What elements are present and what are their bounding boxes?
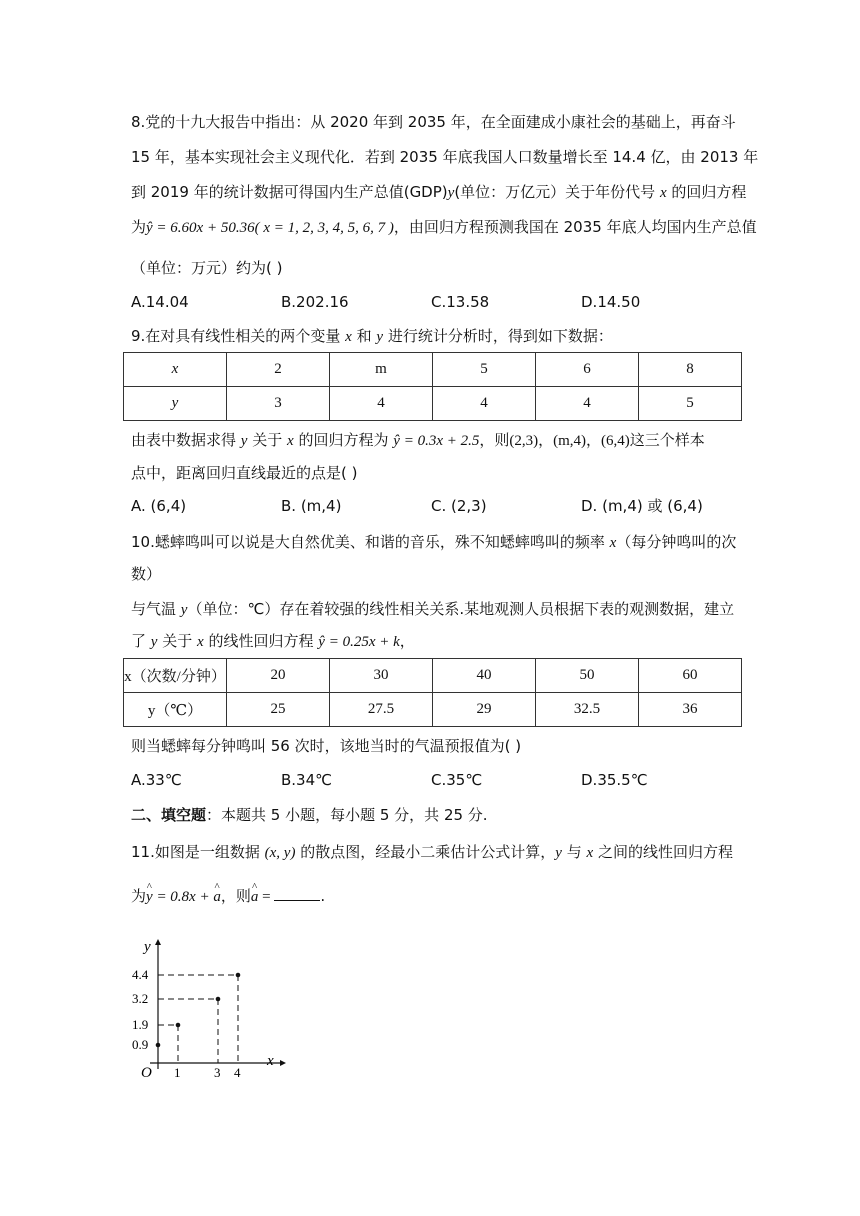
q9-cell: y (124, 387, 227, 421)
y-tick-label: 0.9 (132, 1037, 149, 1052)
q9-var-x: x (345, 329, 352, 345)
y-axis-arrow (155, 939, 161, 945)
q10-table-row-y (124, 693, 742, 727)
q9-var-y: y (376, 329, 384, 345)
q9-line-2-text-e: 这三个样本 (629, 431, 705, 449)
section-heading (131, 805, 488, 825)
q9-var-x-2: x (287, 433, 294, 449)
q8-line-3 (131, 182, 746, 203)
q8-line-4 (131, 217, 757, 238)
q8-regression-equation: ŷ = 6.60x + 50.36 (146, 220, 255, 236)
q9-line-2-text-a: 由表中数据求得 (131, 431, 237, 449)
q9-cell: 5 (433, 353, 536, 387)
q10-table-row-x (124, 659, 742, 693)
q10-line-5: 则当蟋蟀每分钟鸣叫 56 次时，该地当时的气温预报值为( ) (131, 737, 522, 755)
q9-sample-points: (2,3)，(m,4)，(6,4) (509, 433, 630, 449)
q9-option-d: D. (m,4) 或 (6,4) (581, 497, 703, 515)
q8-var-y: y (447, 185, 455, 201)
q9-intro-text-b: 和 (356, 327, 372, 345)
q9-cell: 3 (227, 387, 330, 421)
q9-cell: 2 (227, 353, 330, 387)
y-tick-label: 4.4 (132, 967, 149, 982)
q10-option-c: C.35℃ (431, 771, 483, 789)
q11-line-2-text-b: ，则 (220, 887, 251, 905)
q9-line-3: 点中，距离回归直线最近的点是( ) (131, 464, 358, 482)
q11-line-1-text-a: 11.如图是一组数据 (131, 843, 260, 861)
q9-line-2-text-b: 关于 (252, 431, 283, 449)
q11-equation-middle: = 0.8x + (152, 889, 214, 905)
q8-option-c: C.13.58 (431, 293, 490, 311)
data-point (156, 1043, 161, 1048)
q9-var-y-2: y (240, 433, 248, 449)
q8-line-1: 8.党的十九大报告中指出：从 2020 年到 2035 年，在全面建成小康社会的基础上，再奋斗 (131, 113, 736, 131)
scatter-plot (130, 935, 290, 1085)
q9-cell: 8 (639, 353, 742, 387)
q11-line-1-text-b: 的散点图，经最小二乘估计公式计算， (300, 843, 556, 861)
q9-intro (131, 326, 613, 347)
q9-option-a: A. (6,4) (131, 497, 187, 515)
q10-line-2: 数） (131, 565, 162, 583)
q9-intro-text-a: 9.在对具有线性相关的两个变量 (131, 327, 341, 345)
q9-line-2-text-c: 的回归方程为 (298, 431, 389, 449)
origin-label: O (141, 1065, 152, 1081)
answer-blank[interactable] (274, 886, 320, 901)
q10-cell: 32.5 (536, 693, 639, 727)
section-description: ：本题共 5 小题，每小题 5 分，共 25 分. (206, 806, 488, 824)
q9-cell: m (330, 353, 433, 387)
q11-a-hat-2: ^ a (251, 887, 259, 907)
q10-cell: y（℃） (124, 693, 227, 727)
y-tick-label: 1.9 (132, 1017, 149, 1032)
q10-line-4-text-d: ， (399, 632, 415, 650)
y-tick-label: 3.2 (132, 991, 149, 1006)
q10-cell: 29 (433, 693, 536, 727)
q9-cell: x (124, 353, 227, 387)
q8-x-condition: ( x = 1, 2, 3, 4, 5, 6, 7 ) (254, 220, 394, 236)
q10-regression-equation: ŷ = 0.25x + k (318, 634, 400, 650)
q10-line-4-text-b: 关于 (162, 632, 193, 650)
q9-table-row-x (124, 353, 742, 387)
y-axis-label: y (144, 939, 151, 955)
q11-data-pair: (x, y) (264, 845, 296, 861)
q9-line-2 (131, 430, 705, 451)
q11-var-x: x (586, 845, 594, 861)
q10-var-y-2: y (150, 634, 158, 650)
q10-cell: 60 (639, 659, 742, 693)
q10-line-1-text-a: 10.蟋蟀鸣叫可以说是大自然优美、和谐的音乐，殊不知蟋蟀鸣叫的频率 (131, 533, 605, 551)
q10-line-1 (131, 532, 736, 553)
q8-line-3-text-b: (单位：万亿元）关于年份代号 (454, 183, 656, 201)
q11-var-y: y (555, 845, 562, 861)
q10-option-b: B.34℃ (281, 771, 332, 789)
q9-option-b: B. (m,4) (281, 497, 342, 515)
q9-intro-text-c: 进行统计分析时，得到如下数据： (387, 327, 613, 345)
q10-line-3-text-a: 与气温 (131, 600, 177, 618)
q8-line-3-text-a: 到 2019 年的统计数据可得国内生产总值(GDP) (131, 183, 448, 201)
data-point (216, 997, 221, 1002)
x-tick-label: 4 (234, 1065, 241, 1080)
x-tick-label: 1 (174, 1065, 181, 1080)
q9-cell: 6 (536, 353, 639, 387)
q10-line-1-text-b: （每分钟鸣叫的次 (616, 533, 737, 551)
q10-cell: 20 (227, 659, 330, 693)
q10-cell: 50 (536, 659, 639, 693)
q10-cell: 30 (330, 659, 433, 693)
q10-var-x-2: x (197, 634, 204, 650)
q10-line-3 (131, 599, 734, 620)
q8-line-4-text-b: ，由回归方程预测我国在 2035 年底人均国内生产总值 (393, 218, 757, 236)
q10-cell: 25 (227, 693, 330, 727)
q8-option-a: A.14.04 (131, 293, 189, 311)
q8-option-b: B.202.16 (281, 293, 349, 311)
q11-line-1 (131, 842, 733, 863)
q11-line-2 (131, 886, 325, 907)
q9-regression-equation: ŷ = 0.3x + 2.5 (393, 433, 480, 449)
q10-line-3-text-b: （单位：℃）存在着较强的线性相关关系.某地观测人员根据下表的观测数据，建立 (187, 600, 735, 618)
data-point (176, 1023, 181, 1028)
x-axis-arrow (280, 1060, 286, 1066)
q10-option-d: D.35.5℃ (581, 771, 648, 789)
q10-var-y: y (180, 602, 188, 618)
q8-line-2: 15 年，基本实现社会主义现代化．若到 2035 年底我国人口数量增长至 14.4 亿，由 2013 年 (131, 148, 759, 166)
q10-cell: x（次数/分钟） (124, 659, 227, 693)
q9-cell: 4 (330, 387, 433, 421)
q9-cell: 5 (639, 387, 742, 421)
q11-y-hat: ^ y (146, 887, 153, 907)
q11-period: . (320, 887, 326, 905)
q10-line-4-text-c: 的线性回归方程 (208, 632, 314, 650)
q9-line-2-text-d: ，则 (479, 431, 510, 449)
q9-cell: 4 (433, 387, 536, 421)
q10-data-table (123, 658, 742, 727)
q8-line-5: （单位：万元）约为( ) (131, 259, 283, 277)
q10-line-4 (131, 631, 415, 652)
q11-a-hat: ^ a (213, 887, 221, 907)
x-tick-label: 3 (214, 1065, 221, 1080)
q8-var-x: x (659, 185, 667, 201)
q9-cell: 4 (536, 387, 639, 421)
q10-option-a: A.33℃ (131, 771, 182, 789)
q11-equals: = (258, 889, 275, 905)
q11-line-2-text-a: 为 (131, 887, 147, 905)
q8-option-d: D.14.50 (581, 293, 641, 311)
q10-var-x: x (609, 535, 617, 551)
q9-data-table (123, 352, 742, 421)
q10-cell: 27.5 (330, 693, 433, 727)
q11-line-1-text-d: 之间的线性回归方程 (597, 843, 733, 861)
q10-cell: 40 (433, 659, 536, 693)
q9-table-row-y (124, 387, 742, 421)
q10-cell: 36 (639, 693, 742, 727)
q8-line-4-text-a: 为 (131, 218, 147, 236)
q9-option-c: C. (2,3) (431, 497, 487, 515)
q11-line-1-text-c: 与 (566, 843, 582, 861)
section-title: 二、填空题 (131, 806, 207, 824)
q10-line-4-text-a: 了 (131, 632, 147, 650)
x-axis-label: x (267, 1053, 274, 1069)
q8-line-3-text-c: 的回归方程 (671, 183, 747, 201)
data-point (236, 973, 241, 978)
